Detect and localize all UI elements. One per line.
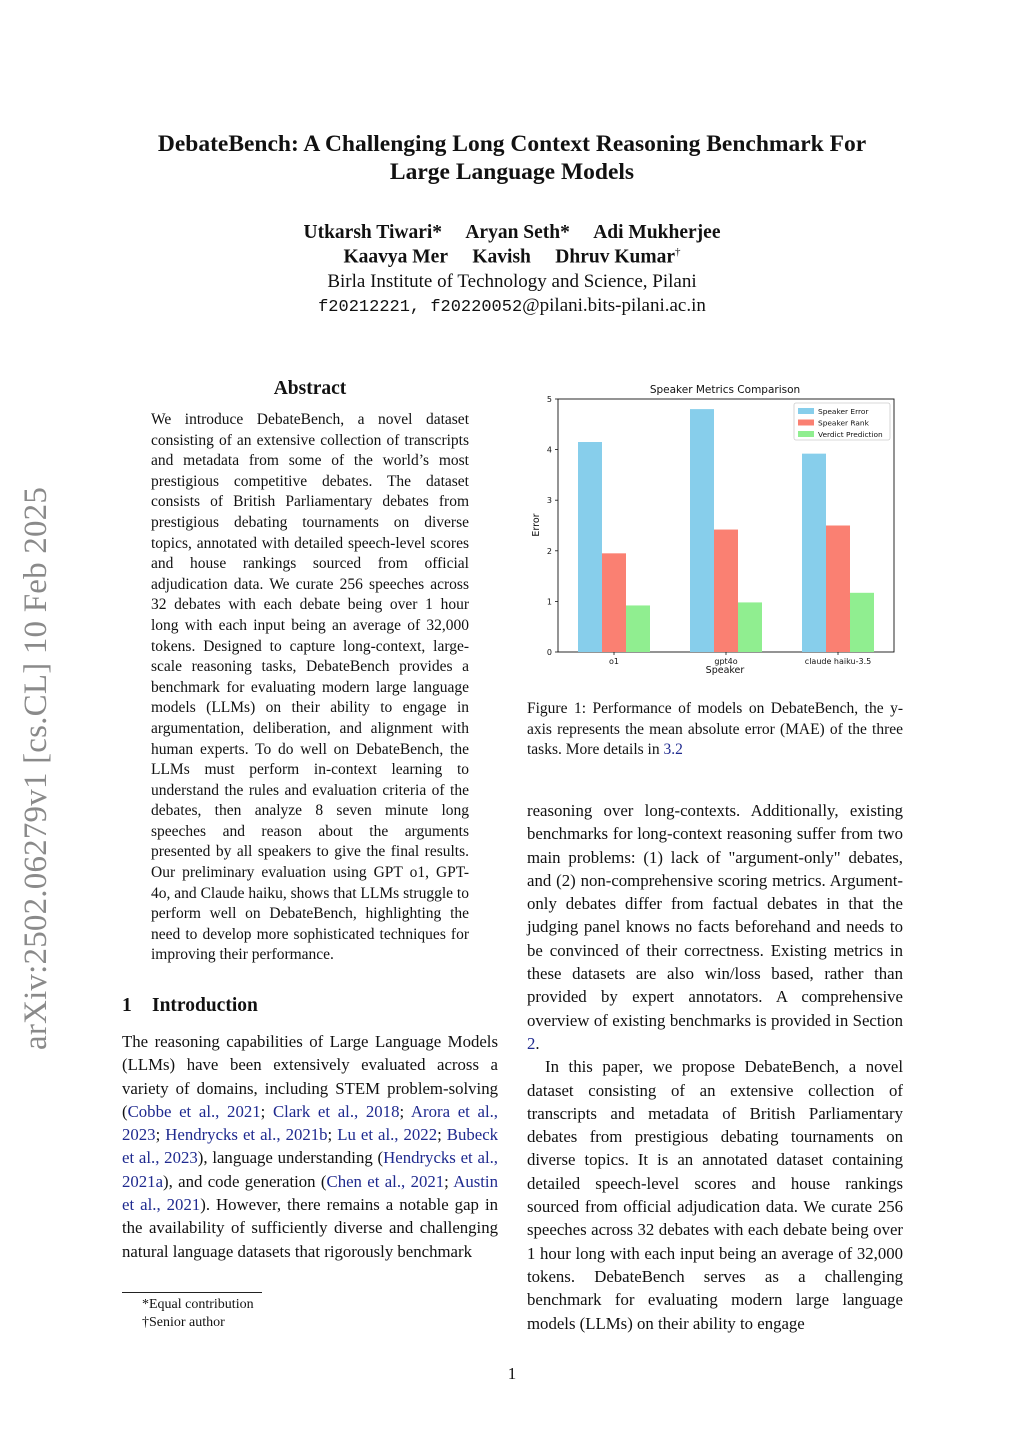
- x-tick-label: claude haiku-3.5: [804, 657, 872, 666]
- text-run: reasoning over long-contexts. Additionally, existing benchmarks for long-context reasoning suffer from two main problems: (1) lack of "argument-only" debates, and (2) non-comprehensive scoring metrics. Argument-only debates differ from factual debates in that the judging panel knows no facts beforehand and needs to be convinced of their correctness. Existing metrics in these datasets are also win/loss based, rather than provided by expert annotators. A comprehensive overview of existing benchmarks is provided in Section: [527, 801, 903, 1030]
- email-ids: f20212221, f20220052: [318, 298, 523, 317]
- text-run: ;: [155, 1125, 166, 1145]
- bar-verdict-prediction: [850, 593, 874, 652]
- abstract-heading: Abstract: [273, 378, 347, 399]
- citation-link[interactable]: Hendrycks et al., 2021a: [122, 1148, 498, 1191]
- author-name: Adi Mukherjee: [593, 222, 721, 243]
- section-ref-link[interactable]: 3.2: [663, 741, 683, 759]
- arxiv-identifier: arXiv:2502.06279v1 [cs.CL] 10 Feb 2025: [18, 486, 54, 1050]
- abstract-body: We introduce DebateBench, a novel dataset consisting of an extensive collection of transcripts and metadata from some of the world’s most prestigious competitive debates. The dataset consists of British Parliamentary debates from prestigious debating tournaments on diverse topics, annotated with detailed speech-level scores and house rankings sourced from official adjudication data. We curate 256 speeches across 32 debates with each debate being over 1 hour long with each input being an average of 32,000 tokens. Designed to capture long-context, large-scale reasoning tasks, DebateBench provides a benchmark for evaluating modern large language models (LLMs) on their ability to engage in argumentation, deliberation, and alignment with human experts. To do well on DebateBench, the LLMs must perform in-context learning to understand the rules and evaluation criteria of the debates, then analyze 8 seven minute long speeches and reason about the arguments presented by all speakers to give the final results. Our preliminary evaluation using GPT o1, GPT-4o, and Claude haiku, shows that LLMs struggle to perform well on DebateBench, highlighting the need to develop more sophisticated techniques for improving their performance.: [151, 411, 469, 964]
- caption-text: Figure 1: Performance of models on DebateBench, the y-axis represents the mean absolute error (MAE) of the three tasks. More details in: [527, 700, 903, 759]
- bar-speaker-rank: [714, 530, 738, 652]
- bar-speaker-rank: [602, 553, 626, 652]
- y-axis-label: Error: [531, 513, 542, 537]
- bar-verdict-prediction: [626, 605, 650, 652]
- citation-link[interactable]: Cobbe et al., 2021: [127, 1101, 261, 1121]
- chart-title: Speaker Metrics Comparison: [649, 384, 801, 396]
- affiliation: Birla Institute of Technology and Science, Pilani: [327, 271, 697, 292]
- section-title: Introduction: [152, 995, 258, 1016]
- x-tick-label: gpt4o: [714, 657, 738, 666]
- paragraph: [527, 799, 903, 1055]
- bar-speaker-error: [690, 409, 714, 652]
- right-column-text: [527, 799, 903, 1335]
- title-line-2: Large Language Models: [389, 159, 635, 185]
- bar-speaker-rank: [826, 526, 850, 653]
- legend-entry: Speaker Rank: [818, 418, 869, 428]
- citation-link[interactable]: Austin et al., 2021: [122, 1171, 498, 1215]
- text-run: ), and code generation (: [163, 1171, 327, 1191]
- legend-swatch: [798, 420, 814, 426]
- speaker-metrics-chart: [527, 378, 903, 680]
- legend-entry: Speaker Error: [818, 407, 869, 416]
- citation-link[interactable]: Bubeck et al., 2023: [122, 1125, 499, 1168]
- bar-verdict-prediction: [738, 602, 762, 652]
- citation-link[interactable]: Arora et al., 2023: [122, 1101, 498, 1145]
- introduction-paragraph: [122, 1030, 498, 1263]
- x-axis-label: Speaker: [705, 665, 745, 676]
- citation-link[interactable]: Clark et al., 2018: [272, 1101, 400, 1121]
- y-tick-label: 0: [546, 648, 552, 657]
- email-domain: @pilani.bits-pilani.ac.in: [522, 295, 706, 316]
- paper-title: [100, 130, 924, 186]
- text-run: ;: [437, 1125, 447, 1145]
- text-run: The reasoning capabilities of Large Language Models (LLMs) have been extensively evaluated across a variety of domains, including STEM problem-solving (: [122, 1032, 498, 1121]
- citation-link[interactable]: Hendrycks et al., 2021b: [165, 1125, 328, 1145]
- author-name: Kaavya Mer: [343, 246, 448, 268]
- citation-link[interactable]: Chen et al., 2021: [326, 1171, 445, 1191]
- text-run: ;: [327, 1125, 338, 1145]
- chart-legend: [794, 403, 890, 440]
- legend-entry: Verdict Prediction: [818, 430, 883, 439]
- y-tick-label: 4: [546, 445, 552, 455]
- y-tick-label: 2: [546, 546, 552, 556]
- text-run: ;: [444, 1171, 454, 1191]
- author-row-1: [150, 222, 874, 244]
- author-name: Dhruv Kumar: [555, 246, 675, 268]
- text-run: ). However, there remains a notable gap in the availability of sufficiently diverse and challenging natural language datasets that rigorously benchmark: [122, 1195, 498, 1261]
- section-number: 1: [122, 995, 132, 1016]
- senior-author-mark: †: [675, 246, 681, 258]
- text-run: .: [535, 1033, 540, 1053]
- x-tick-label: o1: [609, 657, 619, 666]
- page-number: 1: [507, 1364, 517, 1383]
- bar-speaker-error: [578, 442, 602, 652]
- text-run: ;: [399, 1101, 411, 1121]
- bar-group: [578, 409, 874, 652]
- text-run: ;: [260, 1101, 273, 1121]
- text-run: ), language understanding (: [197, 1148, 384, 1168]
- author-row-2: [150, 246, 874, 269]
- author-name: Kavish: [472, 246, 531, 268]
- author-name: Aryan Seth*: [465, 222, 570, 243]
- y-tick-label: 3: [546, 496, 552, 506]
- x-axis: [609, 652, 871, 666]
- legend-swatch: [798, 431, 814, 437]
- bar-speaker-error: [802, 454, 826, 652]
- footnote-equal-contribution: *Equal contribution: [142, 1297, 254, 1312]
- title-line-1: DebateBench: A Challenging Long Context Reasoning Benchmark For: [157, 131, 867, 157]
- figure-caption: [527, 699, 903, 761]
- email: [150, 295, 874, 317]
- y-tick-label: 1: [546, 597, 552, 607]
- paragraph: In this paper, we propose DebateBench, a novel dataset consisting of an extensive collection of transcripts and metadata of British Parliamentary debates from prestigious debating tournaments on diverse topics. It is an annotated dataset containing detailed speech-level scores and house rankings sourced from official adjudication data. We curate 256 speeches across 32 debates with each debate being over 1 hour long with each input being an average of 32,000 tokens. DebateBench serves as a challenging benchmark for evaluating modern large language models (LLMs) on their ability to engage: [527, 1057, 903, 1333]
- legend-swatch: [798, 408, 814, 414]
- y-axis: [547, 395, 558, 657]
- footnote-senior-author: †Senior author: [142, 1315, 225, 1330]
- footnote-rule: [122, 1292, 262, 1293]
- y-tick-label: 5: [546, 395, 552, 404]
- citation-link[interactable]: Lu et al., 2022: [337, 1125, 438, 1145]
- section-ref-link[interactable]: 2: [527, 1033, 536, 1053]
- section-heading-introduction: [122, 995, 258, 1017]
- author-name: Utkarsh Tiwari*: [303, 222, 443, 243]
